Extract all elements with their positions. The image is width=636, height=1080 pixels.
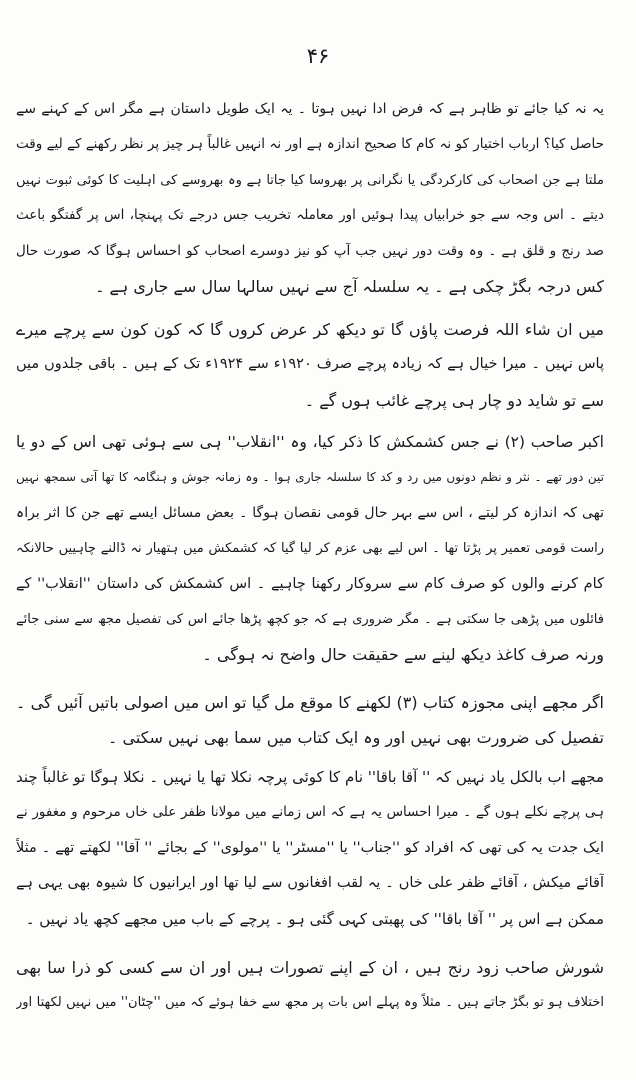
text-line: ورنہ صرف کاغذ دیکھ لینے سے حقیقت حال واضح نہ ہوگی ۔: [202, 645, 604, 665]
text-line: صد رنج و قلق ہے ۔ وہ وقت دور نہیں جب آپ کو نیز دوسرے اصحاب کو احساس ہوگا کہ صورت حال: [16, 242, 604, 259]
text-line: شورش صاحب زود رنج ہیں ، ان کے اپنے تصورات ہیں اور ان سے کسی کو ذرا سا بھی: [16, 958, 604, 977]
text-line: پاس نہیں ۔ میرا خیال ہے کہ زیادہ پرچے صرف ۱۹۲۰ء سے ۱۹۲۴ء تک کے ہیں ۔ باقی جلدوں میں: [16, 356, 604, 373]
text-line: سے تو شاید دو چار ہی پرچے غائب ہوں گے ۔: [304, 390, 604, 410]
page-number: ۴۶: [306, 44, 330, 68]
paragraph-5: [16, 760, 604, 937]
text-line: اگر مجھے اپنی مجوزہ کتاب (۳) لکھنے کا موقع مل گیا تو اس میں اصولی باتیں آئیں گی ۔: [16, 693, 604, 712]
text-line: کام کرنے والوں کو صرف کام سے سروکار رکھنا چاہیے ۔ اس کشمکش کی داستان ''انقلاب'' کے: [16, 575, 604, 592]
text-line: اختلاف ہو تو بگڑ جاتے ہیں ۔ مثلاً وہ پہلے اس بات پر مجھ سے خفا ہوئے کہ میں ''چٹان'' میں نہیں لکھتا اور: [16, 995, 604, 1011]
text-line: میں ان شاء اللہ فرصت پاؤں گا تو دیکھ کر عرض کروں گا کہ کون کون سے پرچے میرے: [16, 320, 604, 339]
paragraph-1: [16, 92, 604, 304]
text-line: تفصیل کی ضرورت بھی نہیں اور وہ ایک کتاب میں سما بھی نہیں سکتی ۔: [108, 728, 604, 748]
paragraph-6: [16, 950, 604, 1021]
text-line: ایک جدت یہ کی تھی کہ افراد کو ''جناب'' یا ''مسٹر'' یا ''مولوی'' کے بجائے '' آقا'' لکھتے تھے ۔ مثلاً: [16, 839, 604, 856]
paragraph-2: [16, 312, 604, 418]
text-line: ممکن ہے اس پر '' آقا باقا'' کی پھبتی کہی گئی ہو ۔ پرچے کے باب میں مجھے کچھ یاد نہیں ۔: [25, 909, 604, 928]
text-line: اکبر صاحب (۲) نے جس کشمکش کا ذکر کیا، وہ ''انقلاب'' ہی سے ہوئی تھی اس کے دو یا: [16, 433, 604, 451]
text-line: ملتا ہے جن اصحاب کی کارکردگی یا نگرانی پر بھروسا کیا جاتا ہے وہ بھروسے کی اہلیت کا کوئی ثبوت نہیں: [16, 172, 604, 188]
text-line: کس درجہ بگڑ چکی ہے ۔ یہ سلسلہ آج سے نہیں سالہا سال سے جاری ہے ۔: [95, 276, 604, 296]
text-line: راست قومی تعمیر پر پڑتا تھا ۔ اس لیے بھی عزم کر لیا گیا کہ کشمکش میں ہتھیار نہ ڈالنے چاہییں حالانکہ: [16, 541, 604, 557]
text-line: حاصل کیا؟ ارباب اختیار کو نہ کام کا صحیح اندازہ ہے اور نہ انہیں غالباً ہر چیز پر نظر رکھنے کے لیے وقت: [16, 136, 604, 153]
text-line: دیتے ۔ اس وجہ سے جو خرابیاں پیدا ہوئیں اور معاملہ تخریب جس درجے تک پہنچا، اس پر گفتگو باعث: [16, 207, 604, 224]
paragraph-3: [16, 425, 604, 673]
text-line: مجھے اب بالکل یاد نہیں کہ '' آقا باقا'' نام کا کوئی پرچہ نکلا تھا یا نہیں ۔ نکلا ہوگا تو غالباً چند: [16, 768, 604, 786]
text-line: تھی کہ اندازہ کر لیتے ، اس سے بہر حال قومی نقصان ہوگا ۔ بعض مسائل ایسے تھے جن کا اثر براہ: [16, 504, 604, 521]
text-line: ہی پرچے نکلے ہوں گے ۔ میرا احساس یہ ہے کہ اس زمانے میں مولانا ظفر علی خاں مرحوم و مغفور نے: [16, 804, 604, 821]
text-line: یہ نہ کیا جائے تو ظاہر ہے کہ فرض ادا نہیں ہوتا ۔ یہ ایک طویل داستان ہے مگر اس کے کہنے سے: [16, 101, 604, 117]
text-line: فائلوں میں پڑھی جا سکتی ہے ۔ مگر ضروری ہے کہ جو کچھ پڑھا جائے اس کی تفصیل مجھ سے سنی جائے: [16, 611, 604, 627]
text-line: آقائے میکش ، آقائے ظفر علی خاں ۔ یہ لقب افغانوں سے لیا تھا اور ایرانیوں کا شیوہ بھی یہی ہے: [16, 875, 604, 892]
text-line: تین دور تھے ۔ نثر و نظم دونوں میں رد و کد کا سلسلہ جاری ہوا ۔ وہ زمانہ جوش و ہنگامہ کا تھا آتی سمجھ نہیں: [16, 470, 604, 485]
paragraph-4: [16, 685, 604, 756]
